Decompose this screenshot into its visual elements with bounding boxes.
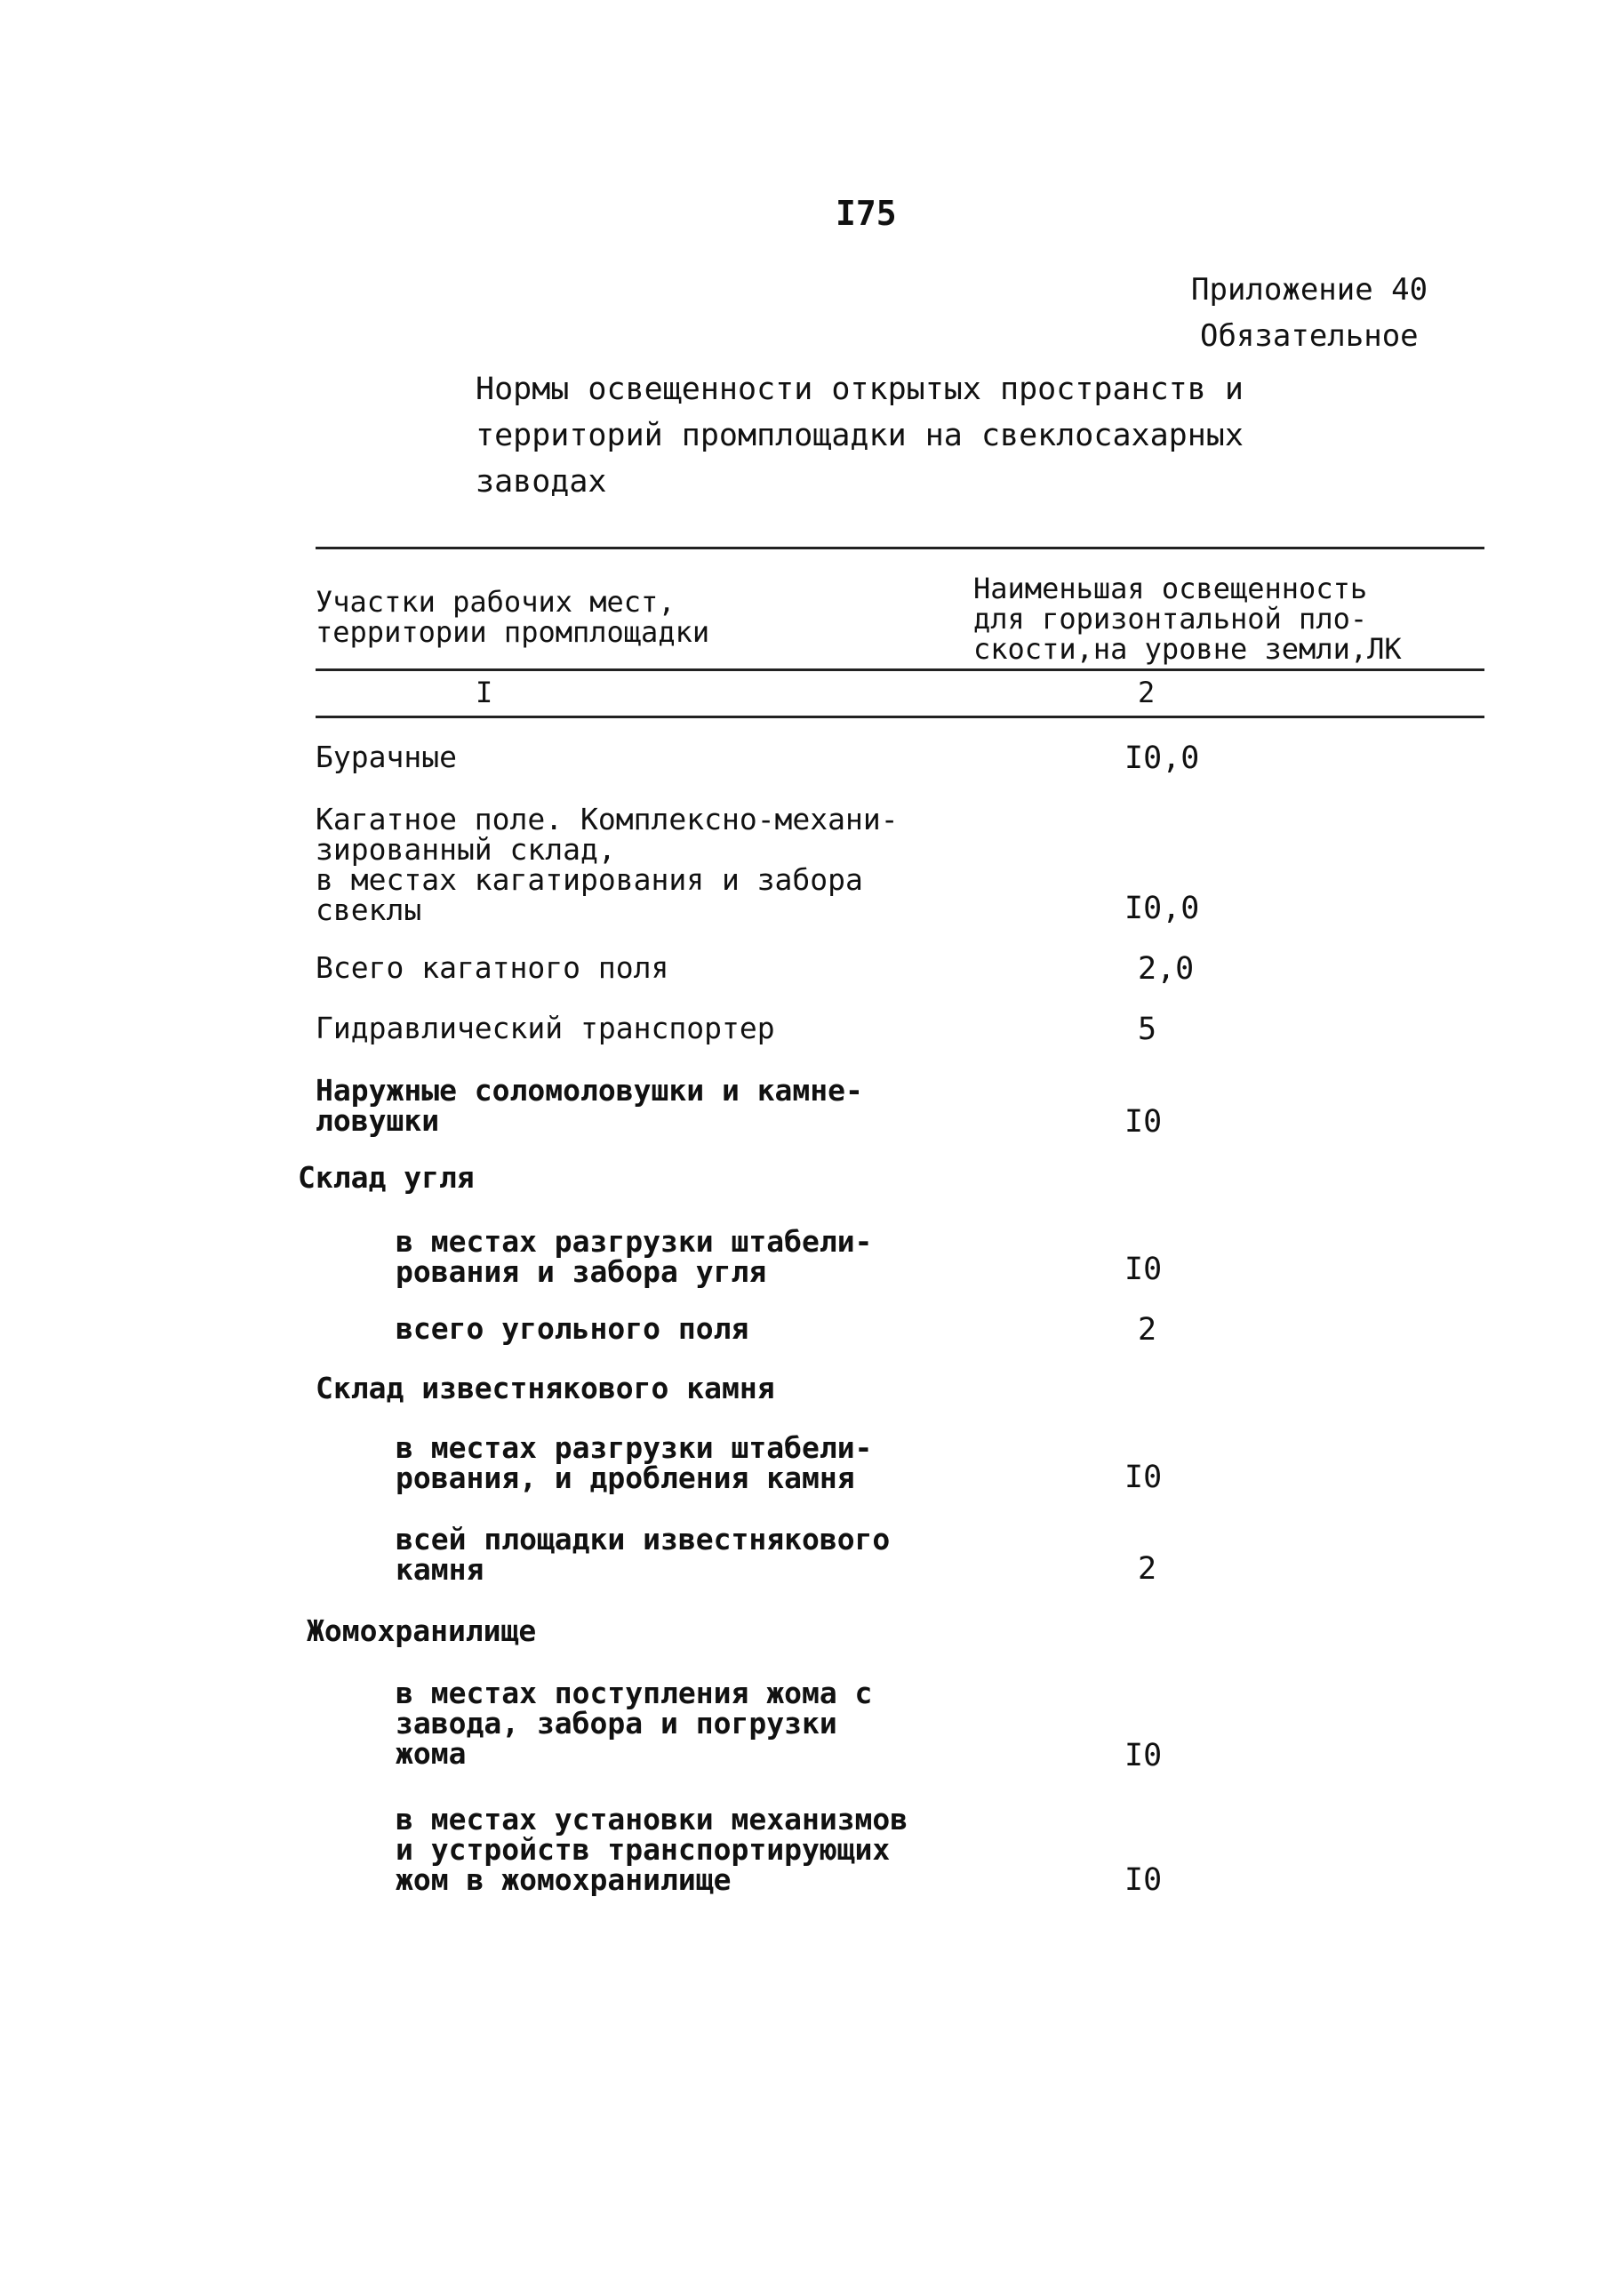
table-row-label: всей площадки известнякового камня bbox=[396, 1522, 891, 1587]
document-title bbox=[476, 366, 1276, 505]
column-number-2: 2 bbox=[1138, 676, 1156, 709]
header-line: для горизонтальной пло- bbox=[973, 602, 1368, 636]
table-section-heading: Жомохранилище bbox=[307, 1613, 537, 1648]
table-row-value: I0 bbox=[1124, 1862, 1163, 1898]
table-row-value: 5 bbox=[1138, 1012, 1157, 1047]
column-header-1 bbox=[316, 587, 709, 647]
table-row-value: I0 bbox=[1124, 1104, 1163, 1140]
table-row-label: в местах разгрузки штабели- рования и забора угля bbox=[396, 1224, 873, 1289]
numbering-rule bbox=[316, 716, 1484, 718]
appendix-number: Приложение 40 bbox=[1191, 272, 1428, 308]
appendix-label bbox=[1191, 267, 1428, 359]
header-line: Наименьшая освещенность bbox=[973, 572, 1368, 605]
table-row-value: 2,0 bbox=[1138, 951, 1195, 987]
column-header-2 bbox=[973, 573, 1402, 664]
title-line: территорий промплощадки на свеклосахарных bbox=[476, 418, 1244, 453]
table-row-label: Всего кагатного поля bbox=[316, 950, 669, 985]
table-row-value: I0 bbox=[1124, 1252, 1163, 1287]
table-row-value: I0,0 bbox=[1124, 891, 1200, 926]
table-row-value: 2 bbox=[1138, 1551, 1157, 1587]
header-line: скости,на уровне земли,ЛК bbox=[973, 632, 1402, 666]
table-row-label: в местах разгрузки штабели- рования, и дробления камня bbox=[396, 1430, 873, 1495]
table-row-label: в местах поступления жома с завода, забора и погрузки жома bbox=[396, 1676, 873, 1771]
table-row-label: всего угольного поля bbox=[396, 1311, 749, 1346]
page-number: I75 bbox=[836, 194, 897, 233]
header-line: Участки рабочих мест, bbox=[316, 585, 676, 619]
table-row-value: I0,0 bbox=[1124, 740, 1200, 776]
title-line: Нормы освещенности открытых пространств и bbox=[476, 372, 1244, 407]
table-row-label: в местах установки механизмов и устройств транспортирующих жом в жомохранилище bbox=[396, 1802, 908, 1897]
appendix-status: Обязательное bbox=[1200, 318, 1419, 354]
column-number-1: I bbox=[476, 676, 493, 709]
title-line: заводах bbox=[476, 464, 607, 500]
table-row-value: 2 bbox=[1138, 1312, 1157, 1348]
table-section-heading: Склад известнякового камня bbox=[316, 1371, 775, 1405]
table-row-value: I0 bbox=[1124, 1460, 1163, 1495]
table-row-label: Кагатное поле. Комплексно-механи- зированный склад, в местах кагатирования и забора свеклы bbox=[316, 802, 899, 927]
table-row-label: Наружные соломоловушки и камне- ловушки bbox=[316, 1073, 863, 1138]
table-section-heading: Склад угля bbox=[298, 1160, 475, 1195]
table-row-label: Бурачные bbox=[316, 740, 457, 774]
header-rule bbox=[316, 668, 1484, 671]
table-row-label: Гидравлический транспортер bbox=[316, 1011, 775, 1045]
table-row-value: I0 bbox=[1124, 1738, 1163, 1773]
table-top-rule bbox=[316, 547, 1484, 549]
header-line: территории промплощадки bbox=[316, 615, 710, 649]
